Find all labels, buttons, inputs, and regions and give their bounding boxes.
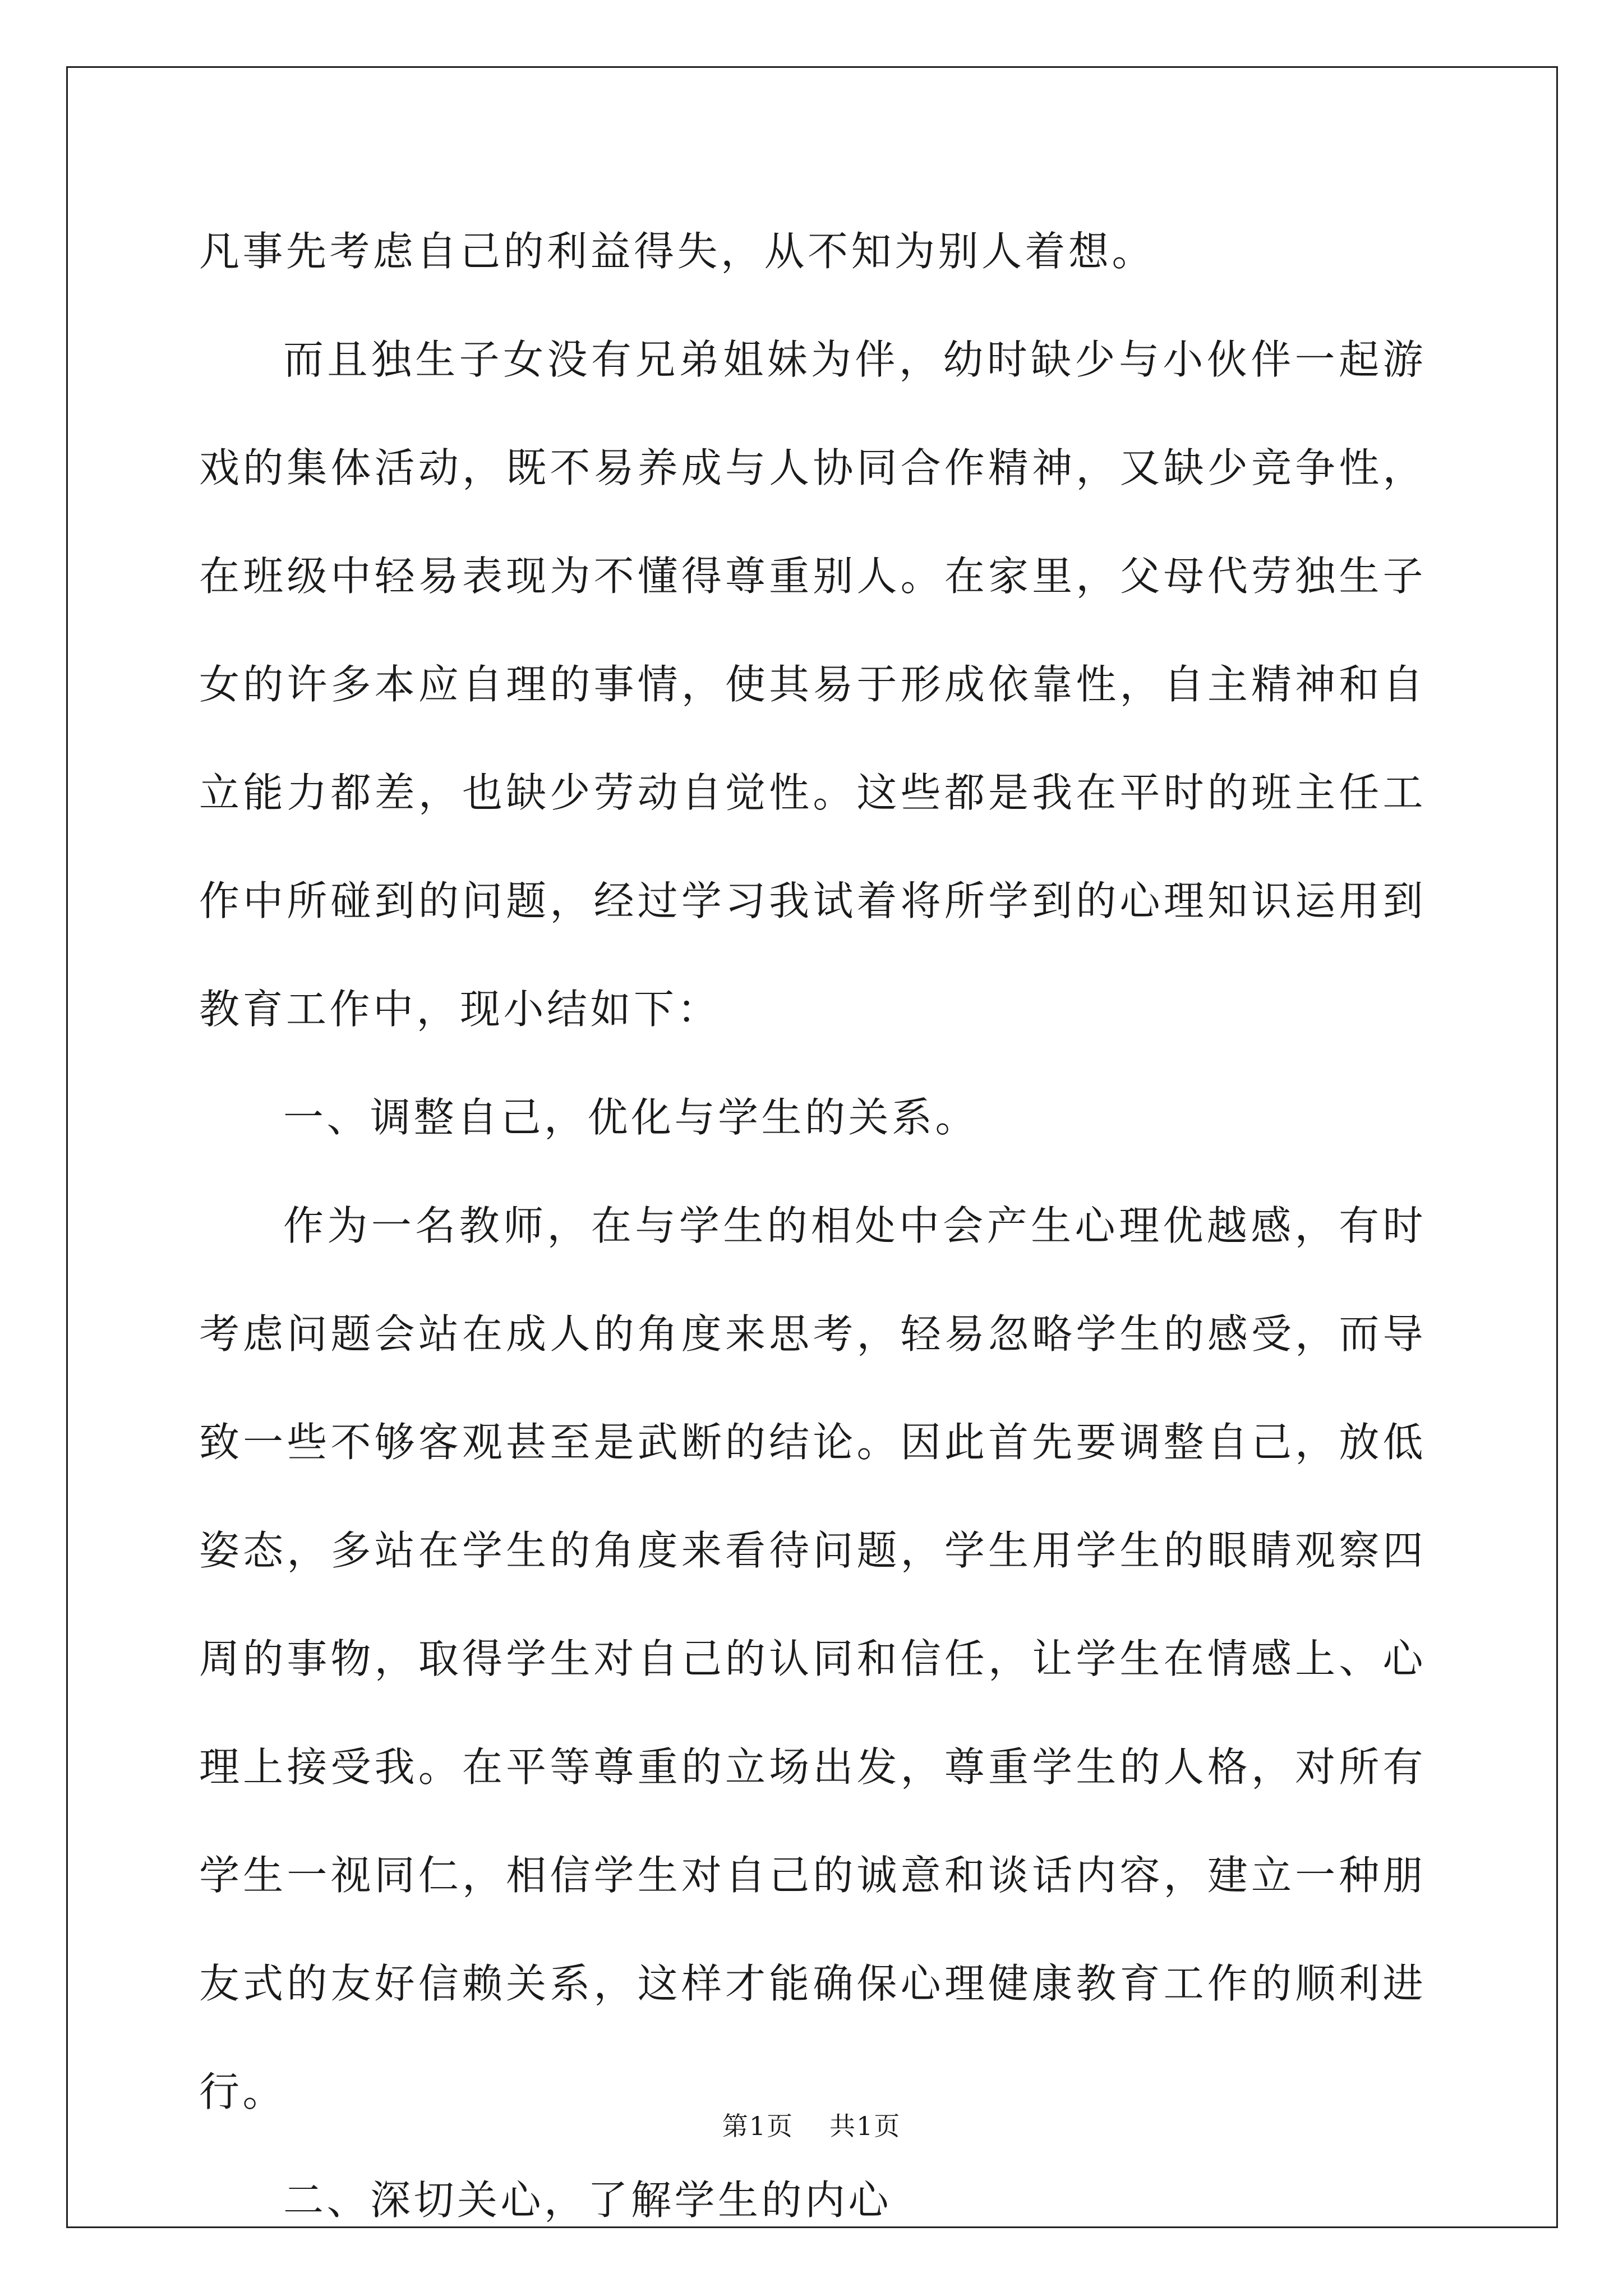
- page-footer: [0, 2110, 1623, 2142]
- page-number: 第1页: [722, 2111, 794, 2141]
- section-heading-2: 二、深切关心，了解学生的内心: [283, 2177, 892, 2224]
- page-total: 共1页: [829, 2111, 901, 2141]
- paragraph-3: 作为一名教师，在与学生的相处中会产生心理优越感，有时考虑问题会站在成人的角度来思考，轻易忽略学生的感受，而导致一些不够客观甚至是武断的结论。因此首先要调整自己，放低姿态，多站在学生的角度来看待问题，学生用学生的眼睛观察四周的事物，取得学生对自己的认同和信任，让学生在情感上、心理上接受我。在平等尊重的立场出发，尊重学生的人格，对所有学生一视同仁，相信学生对自己的诚意和谈话内容，建立一种朋友式的友好信赖关系，这样才能确保心理健康教育工作的顺利进行。: [199, 1202, 1426, 2115]
- paragraph-1: 凡事先考虑自己的利益得失，从不知为别人着想。: [199, 228, 1156, 275]
- section-heading-1: 一、调整自己，优化与学生的关系。: [283, 1094, 979, 1141]
- paragraph-2: 而且独生子女没有兄弟姐妹为伴，幼时缺少与小伙伴一起游戏的集体活动，既不易养成与人协同合作精神，又缺少竞争性，在班级中轻易表现为不懂得尊重别人。在家里，父母代劳独生子女的许多本应自理的事情，使其易于形成依靠性，自主精神和自立能力都差，也缺少劳动自觉性。这些都是我在平时的班主任工作中所碰到的问题，经过学习我试着将所学到的心理知识运用到教育工作中，现小结如下：: [199, 336, 1426, 1033]
- document-body: [199, 197, 1426, 2254]
